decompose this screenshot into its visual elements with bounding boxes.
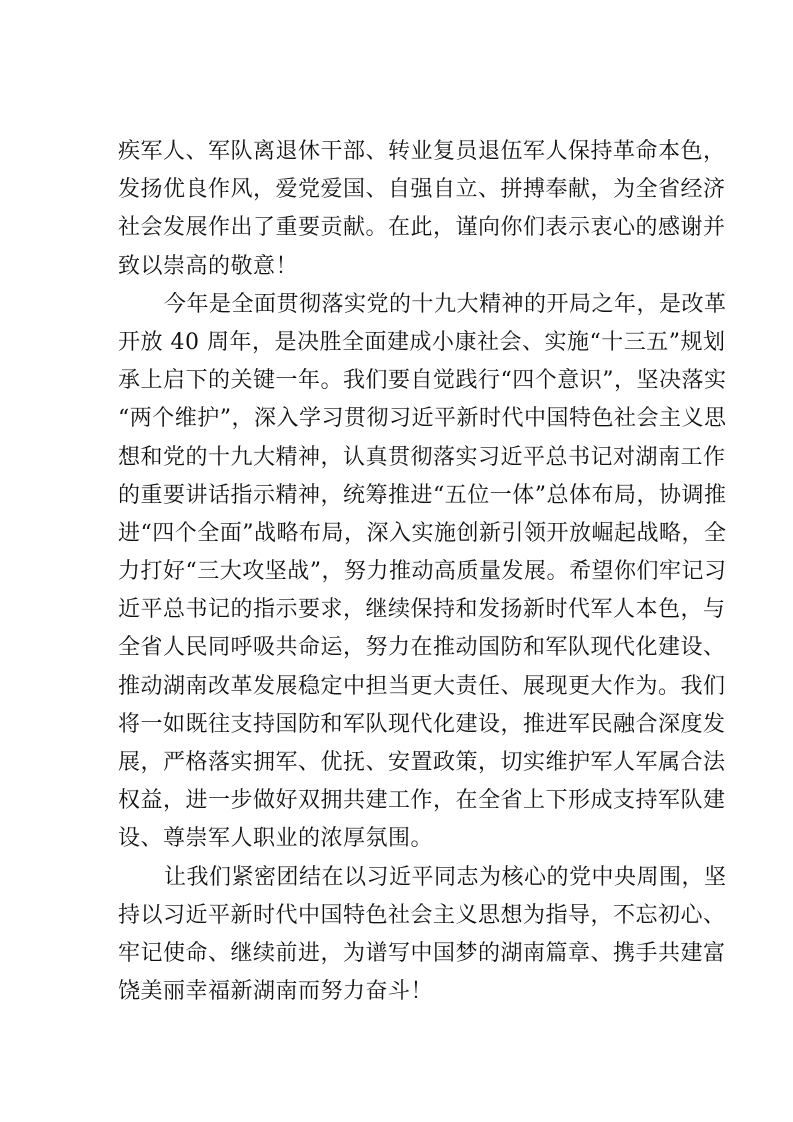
text-line: 承上启下的关键一年。我们要自觉践行“四个意识”，坚决落实 xyxy=(118,368,727,394)
text-line: 开放 40 周年，是决胜全面建成小康社会、实施“十三五”规划 xyxy=(118,329,726,355)
text-line: “两个维护”，深入学习贯彻习近平新时代中国特色社会主义思 xyxy=(118,406,727,432)
text-line: 全省人民同呼吸共命运，努力在推动国防和军队现代化建设、 xyxy=(118,635,726,661)
document-body xyxy=(118,133,727,1011)
text-line: 让我们紧密团结在以习近平同志为核心的党中央周围，坚 xyxy=(164,864,727,890)
text-line: 展，严格落实拥军、优抚、安置政策，切实维护军人军属合法 xyxy=(118,750,726,775)
text-line: 致以崇高的敬意！ xyxy=(118,253,299,279)
text-line: 牢记使命、继续前进，为谱写中国梦的湖南篇章、携手共建富 xyxy=(118,940,726,966)
text-line: 进“四个全面”战略布局，深入实施创新引领开放崛起战略，全 xyxy=(118,520,727,546)
paragraph-3 xyxy=(118,859,727,1012)
paragraph-2 xyxy=(118,286,727,859)
text-line: 持以习近平新时代中国特色社会主义思想为指导，不忘初心、 xyxy=(118,902,726,928)
text-line: 饶美丽幸福新湖南而努力奋斗！ xyxy=(118,979,434,1005)
text-line: 想和党的十九大精神，认真贯彻落实习近平总书记对湖南工作 xyxy=(118,444,726,470)
text-line: 力打好“三大攻坚战”，努力推动高质量发展。希望你们牢记习 xyxy=(118,559,727,585)
text-line: 今年是全面贯彻落实党的十九大精神的开局之年，是改革 xyxy=(164,291,727,317)
text-line: 社会发展作出了重要贡献。在此，谨向你们表示衷心的感谢并 xyxy=(118,215,726,241)
text-line: 设、尊崇军人职业的浓厚氛围。 xyxy=(118,826,434,852)
text-line: 推动湖南改革发展稳定中担当更大责任、展现更大作为。我们 xyxy=(118,673,726,699)
text-line: 发扬优良作风，爱党爱国、自强自立、拼搏奉献，为全省经济 xyxy=(118,177,726,203)
text-line: 疾军人、军队离退休干部、转业复员退伍军人保持革命本色， xyxy=(118,139,726,164)
text-line: 的重要讲话指示精神，统筹推进“五位一体”总体布局，协调推 xyxy=(118,482,727,508)
text-line: 将一如既往支持国防和军队现代化建设，推进军民融合深度发 xyxy=(118,711,726,737)
text-line: 权益，进一步做好双拥共建工作，在全省上下形成支持军队建 xyxy=(118,788,726,814)
text-line: 近平总书记的指示要求，继续保持和发扬新时代军人本色，与 xyxy=(118,597,726,623)
paragraph-1 xyxy=(118,133,726,286)
